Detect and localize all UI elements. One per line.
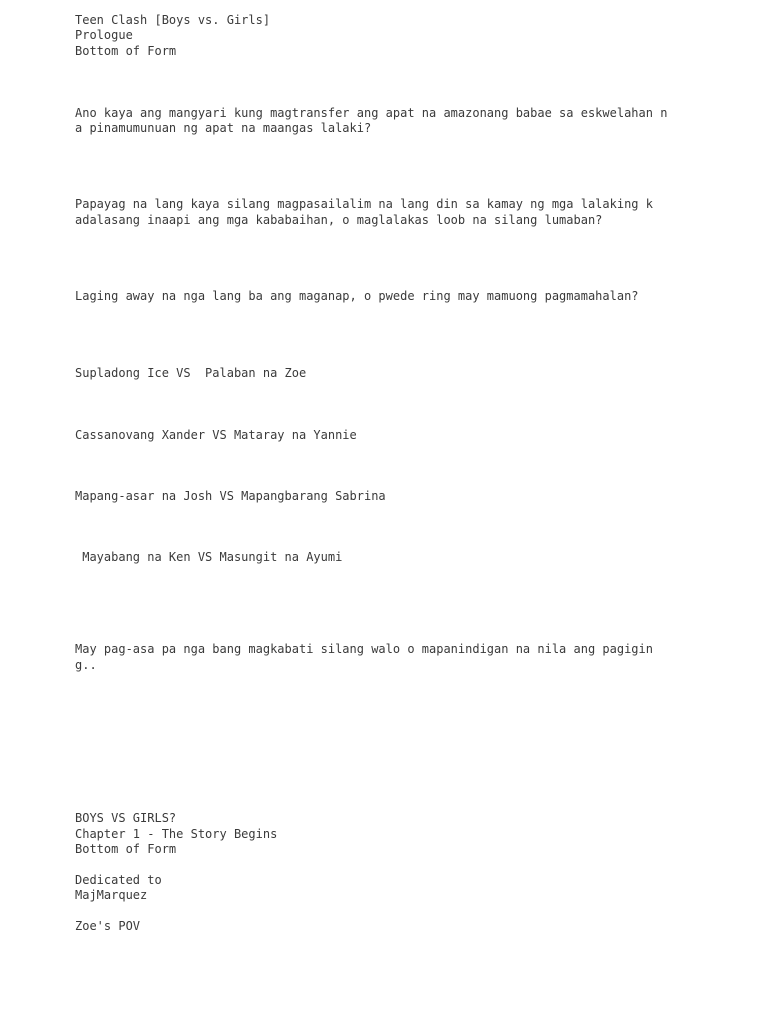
matchup-line: Cassanovang Xander VS Mataray na Yannie: [75, 428, 357, 442]
bottom-of-form-text: Bottom of Form: [75, 44, 177, 58]
matchup-line: Mayabang na Ken VS Masungit na Ayumi: [75, 550, 343, 564]
paragraph-line: g..: [75, 658, 97, 672]
bottom-of-form-text: Bottom of Form: [75, 842, 177, 856]
paragraph-line: Papayag na lang kaya silang magpasailalim na lang din sa kamay ng mga lalaking k: [75, 197, 653, 211]
paragraph-line: a pinamumunuan ng apat na maangas lalaki?: [75, 121, 372, 135]
paragraph-line: May pag-asa pa nga bang magkabati silang walo o mapanindigan na nila ang pagigin: [75, 642, 653, 656]
matchup-line: Supladong Ice VS Palaban na Zoe: [75, 366, 307, 380]
paragraph-line: adalasang inaapi ang mga kababaihan, o maglalakas loob na silang lumaban?: [75, 213, 603, 227]
prologue-heading: Prologue: [75, 28, 133, 42]
chapter-heading: Chapter 1 - The Story Begins: [75, 827, 278, 841]
matchup-line: Mapang-asar na Josh VS Mapangbarang Sabrina: [75, 489, 386, 503]
dedication-name: MajMarquez: [75, 888, 148, 902]
paragraph-line: Laging away na nga lang ba ang maganap, o pwede ring may mamuong pagmamahalan?: [75, 289, 639, 303]
paragraph-line: Ano kaya ang mangyari kung magtransfer ang apat na amazonang babae sa eskwelahan n: [75, 106, 668, 120]
section-title: BOYS VS GIRLS?: [75, 811, 177, 825]
pov-heading: Zoe's POV: [75, 919, 141, 933]
dedication-label: Dedicated to: [75, 873, 162, 887]
story-title: Teen Clash [Boys vs. Girls]: [75, 13, 271, 27]
